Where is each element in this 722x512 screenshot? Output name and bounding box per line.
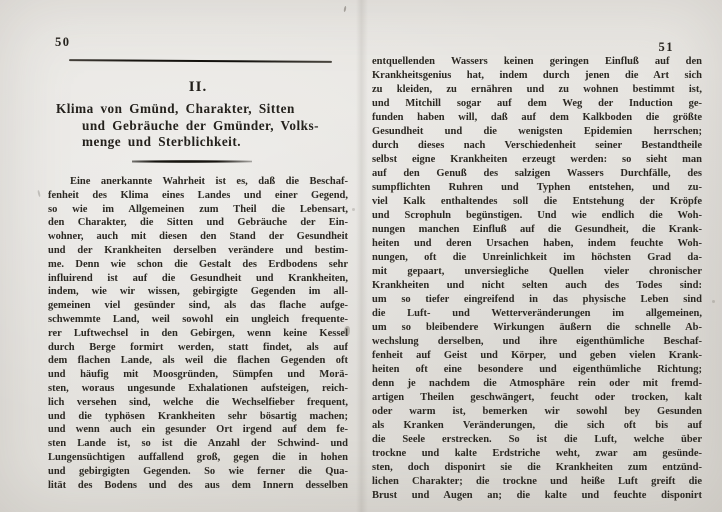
text-line: schwemmte Land, weil sowohl ein ungleich frequente- — [48, 313, 348, 325]
text-line: durch Berge formirt werden, statt findet, als auf — [48, 341, 348, 353]
text-line: die Seele erstrecken. So ist die Luft, welche über — [372, 434, 702, 445]
text-line: den Charakter, die Sitten und Gebräuche der Ein- — [48, 217, 348, 229]
text-line: Eine anerkannte Wahrheit ist es, daß die Beschaf- — [70, 176, 348, 187]
text-line: influirend ist auf die Gesundheit und Krankheiten, — [48, 272, 348, 284]
text-line: zu kleiden, zu ernähren und zu wohnen bestimmt ist, — [372, 84, 702, 95]
left-page — [48, 30, 348, 500]
text-line: sten Lande ist, so ist die Anzahl der Schwind- und — [48, 438, 348, 450]
text-line: fenheit auf Geist und Körper, und geben vielen Krank- — [372, 350, 702, 361]
page-gutter-shadow — [356, 0, 368, 512]
chapter-heading — [56, 101, 346, 151]
text-line: nungen manchen Einfluß auf die Gesundheit, die Krank- — [372, 224, 702, 235]
scan-smudge — [37, 190, 41, 197]
text-line: wohner, auch mit diesen den Stand der Gesundheit — [48, 231, 348, 243]
text-line: denn je nachdem die Atmosphäre rein oder mit fremd- — [372, 378, 702, 389]
text-line: und die typhösen Krankheiten sehr bösartig machen; — [48, 410, 348, 422]
page-number-right: 51 — [658, 40, 674, 54]
text-line: sten, woraus ungesunde Exhalationen aufsteigen, reich- — [48, 382, 348, 394]
text-line: mit gepaart, unversiegliche Quellen vieler chronischer — [372, 266, 702, 277]
scan-smudge — [352, 208, 355, 211]
scan-smudge — [344, 326, 350, 336]
text-line: fenheit des Klima eines Landes und einer Gegend, — [48, 189, 348, 201]
scan-smudge — [712, 300, 715, 303]
text-line: indem, wie wir wissen, gebirgigte Gegenden im all- — [48, 286, 348, 298]
text-line: als Kranken Veränderungen, die sich oft bis auf — [372, 420, 702, 431]
text-line: um so bleibendere Wirkungen äußern die schnelle Ab- — [372, 322, 702, 333]
text-line: Lungensüchtigen auffallend groß, gegen die in hohen — [48, 451, 348, 463]
text-line: rer Luftwechsel in den Gebirgen, wenn keine Kessel — [48, 327, 348, 339]
chapter-number: II. — [188, 79, 208, 95]
text-line: dem flachen Lande, als weil die flachen Gegenden oft — [48, 355, 348, 367]
text-line: sumpflichten Ruhren und Typhen entstehen, und zu- — [372, 182, 702, 193]
text-line: trockne und kalte Erdstriche weht, zwar am gesünde- — [372, 448, 702, 459]
right-page — [372, 36, 702, 506]
text-line: selbst eigne Krankheiten erzeugt werden: so sieht man — [372, 154, 702, 165]
text-line: und häufig mit Moosgründen, Sümpfen und Morä- — [48, 369, 348, 381]
text-line: oder warm ist, bemerken wir sowohl bey Gesunden — [372, 406, 702, 417]
text-line: nungen, oft die Unreinlichkeit im höchsten Grad da- — [372, 252, 702, 263]
text-line: und Mitchill sogar auf dem Weg der Induction ge- — [372, 98, 702, 109]
text-line: heiten oft eine besondere und eigenthümliche Richtung; — [372, 364, 702, 375]
left-page-text — [48, 175, 348, 492]
text-line: um so tiefer eingreifend in das physische Leben sind — [372, 294, 702, 305]
text-line: und Scrophuln begünstigen. Und wie endlich die Woh- — [372, 210, 702, 221]
heading-flourish — [132, 160, 252, 163]
text-line: entquellenden Wassers keinen geringen Einfluß auf den — [372, 56, 702, 67]
text-line: heiten und deren Ursachen haben, indem feuchte Woh- — [372, 238, 702, 249]
header-rule — [69, 59, 332, 63]
text-line: Gesundheit und die wenigsten Epidemien herrschen; — [372, 126, 702, 137]
text-line: funden haben will, daß auf dem Kalkboden die größte — [372, 112, 702, 123]
text-line: durch dieses nach Verschiedenheit seiner Bestandtheile — [372, 140, 702, 151]
text-line: wechslung derselben, und ihre eigenthümliche Beschaf- — [372, 336, 702, 347]
text-line: artigen Theilen geschwängert, feucht oder trocken, kalt — [372, 392, 702, 403]
text-line: und gebirgigten Gegenden. So wie ferner die Qua- — [48, 465, 348, 477]
text-line: und der Krankheiten derselben verändere und bestim- — [48, 244, 348, 256]
text-line: Krankheitsgenius hat, indem durch jenen die Art sich — [372, 70, 702, 81]
text-line: und wenn auch ein gesunder Ort irgend auf dem fe- — [48, 424, 348, 436]
text-line: me. Denn wie schon die Gestalt des Erdbodens sehr — [48, 258, 348, 270]
right-page-text — [372, 55, 702, 503]
text-line: auf den Genuß des salzigen Wassers Durchfälle, des — [372, 168, 702, 179]
text-line: lität des Bodens und des aus dem Innern desselben — [48, 479, 348, 491]
text-line: Krankheiten und nicht selten auch des Todes sind: — [372, 280, 702, 291]
text-line: menge und Sterblichkeit. — [82, 134, 242, 149]
text-line: Klima von Gmünd, Charakter, Sitten — [56, 101, 295, 116]
scan-smudge — [343, 6, 346, 12]
text-line: gemeinen viel gesünder sind, als das flache aufge- — [48, 300, 348, 312]
text-line: sten, doch disponirt sie die Krankheiten zum entzünd- — [372, 462, 702, 473]
text-line: lich versehen sind, welche die Wechselfieber frequent, — [48, 396, 348, 408]
text-line: Brust und Augen an; die kalte und feuchte disponirt — [372, 490, 702, 501]
text-line: viel Kalk enthaltendes soll die Entstehung der Kröpfe — [372, 196, 702, 207]
text-line: und Gebräuche der Gmünder, Volks- — [82, 117, 319, 133]
text-line: lichen Charakter; die trockne und heiße Luft greift die — [372, 476, 702, 487]
text-line: die Luft- und Wetterveränderungen im allgemeinen, — [372, 308, 702, 319]
page-number-left: 50 — [55, 35, 71, 49]
text-line: so wie im Allgemeinen zum Theil die Lebensart, — [48, 203, 348, 215]
